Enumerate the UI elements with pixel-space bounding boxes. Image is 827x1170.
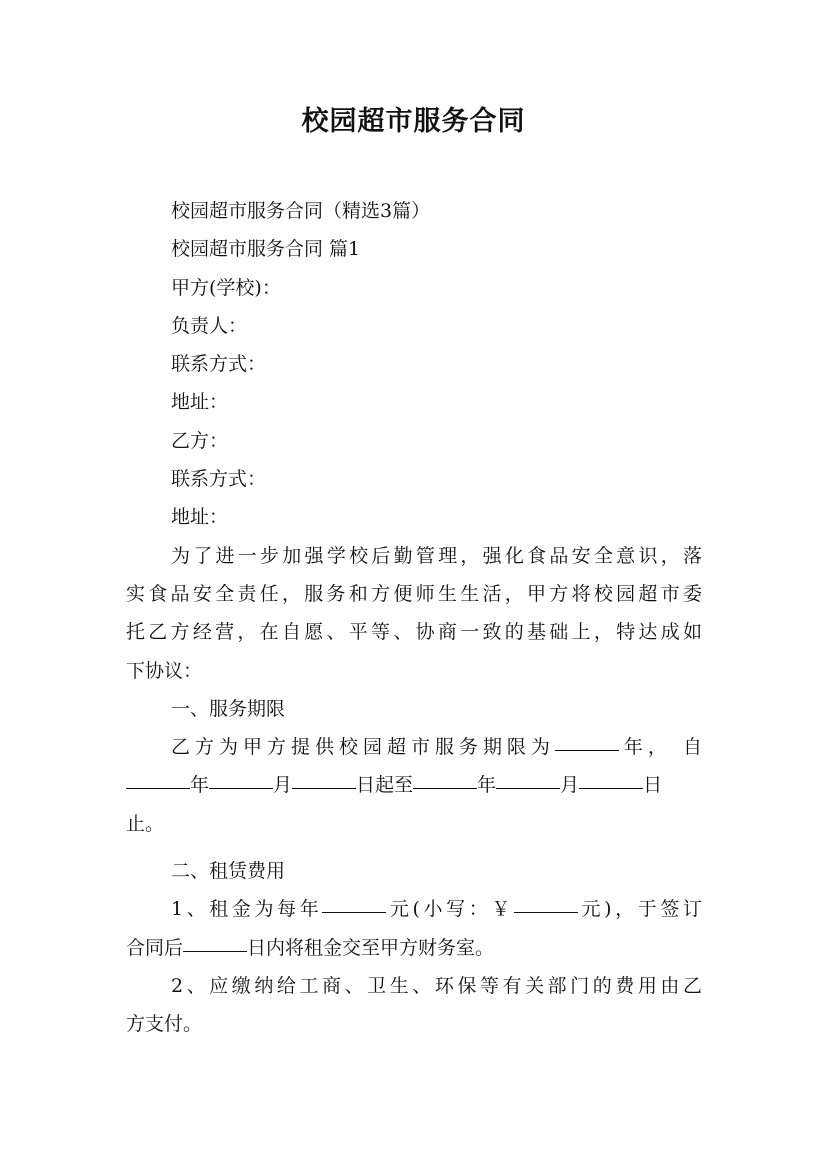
rent-text: 1、租金为每年 — [171, 898, 323, 921]
document-title: 校园超市服务合同 — [301, 106, 526, 137]
payment-days-blank — [183, 950, 247, 952]
rent-text: 合同后 — [126, 936, 184, 959]
intro-paragraph-line: 实食品安全责任，服务和方便师生生活，甲方将校园超市委 — [126, 582, 702, 605]
rent-amount-figure-blank — [514, 911, 578, 913]
date-unit: 月 — [273, 774, 293, 797]
date-unit: 日起至 — [356, 774, 414, 797]
end-day-blank — [579, 787, 643, 789]
rent-item-line — [126, 929, 702, 967]
section1-end-line: 止。 — [126, 812, 165, 835]
party-b-address-line: 地址： — [171, 506, 229, 529]
section-title-line: 校园超市服务合同 篇1 — [171, 238, 361, 261]
fees-item-line: 2、应缴纳给工商、卫生、环保等有关部门的费用由乙 — [171, 974, 702, 997]
term-text: 自 — [682, 736, 702, 759]
rent-text: 元)，于签订 — [577, 898, 702, 921]
party-a-line: 甲方(学校)： — [171, 276, 281, 299]
rent-text: 元(小写：￥ — [386, 898, 514, 921]
date-unit: 年 — [190, 774, 210, 797]
start-year-blank — [126, 787, 190, 789]
rent-text: 日内将租金交至甲方财务室。 — [247, 936, 495, 959]
document-body — [126, 192, 702, 1044]
date-unit: 月 — [560, 774, 580, 797]
intro-paragraph-line: 下协议： — [126, 659, 203, 682]
rent-amount-blank — [322, 911, 386, 913]
section1-text-line — [126, 728, 702, 766]
start-month-blank — [209, 787, 273, 789]
paragraph-gap — [126, 843, 702, 852]
start-day-blank — [292, 787, 356, 789]
party-a-contact-line: 联系方式： — [171, 353, 267, 376]
fees-item-line: 方支付。 — [126, 1013, 203, 1036]
intro-paragraph-line: 托乙方经营，在自愿、平等、协商一致的基础上，特达成如 — [126, 621, 702, 644]
intro-paragraph-line: 为了进一步加强学校后勤管理，强化食品安全意识，落 — [171, 544, 702, 567]
term-text: 年， — [618, 736, 672, 759]
section1-heading: 一、服务期限 — [171, 697, 286, 720]
party-a-address-line: 地址： — [171, 391, 229, 414]
term-text: 乙方为甲方提供校园超市服务期限为 — [171, 736, 555, 759]
section2-heading: 二、租赁费用 — [171, 860, 286, 883]
end-month-blank — [496, 787, 560, 789]
party-b-line: 乙方： — [171, 429, 229, 452]
end-year-blank — [413, 787, 477, 789]
date-unit: 年 — [477, 774, 497, 797]
term-years-blank — [555, 749, 619, 751]
rent-item-line — [126, 890, 702, 928]
responsible-person-line: 负责人： — [171, 314, 248, 337]
section1-dates-line — [126, 766, 702, 804]
date-unit: 日 — [643, 774, 663, 797]
party-b-contact-line: 联系方式： — [171, 468, 267, 491]
subtitle-line: 校园超市服务合同（精选3篇） — [171, 200, 431, 222]
